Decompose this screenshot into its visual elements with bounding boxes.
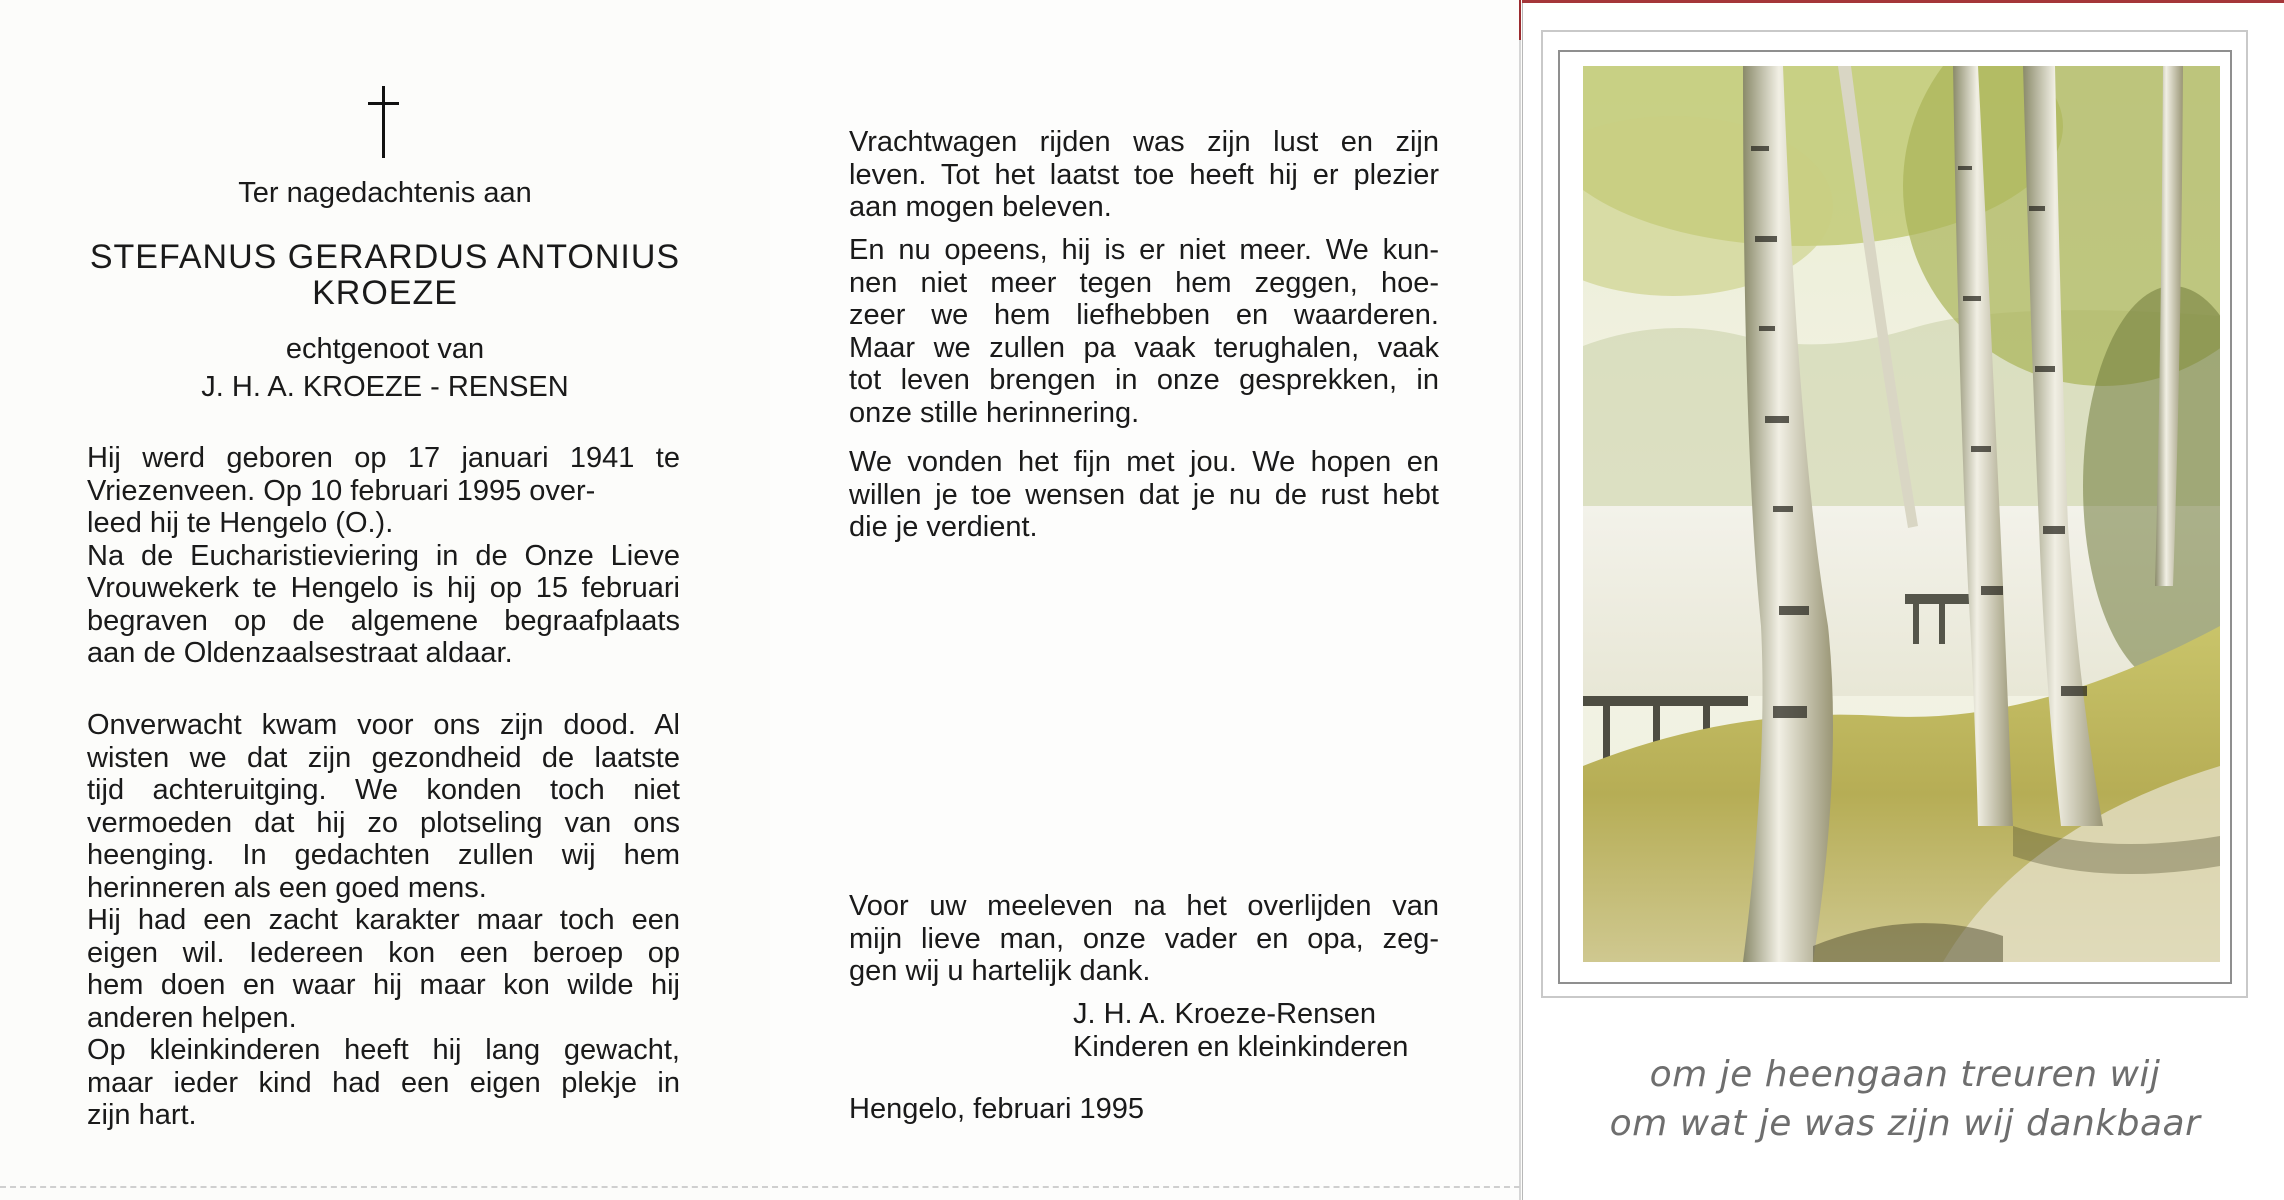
text-line: Hij werd geboren op 17 januari 1941 te <box>87 442 680 474</box>
text-line: vermoeden dat hij zo plotseling van ons <box>87 806 680 839</box>
text-line: Op kleinkinderen heeft hij lang gewacht, <box>87 1034 680 1066</box>
text-line: heenging. In gedachten zullen wij hem <box>87 839 680 871</box>
text-line: maar ieder kind had een eigen plekje in <box>87 1066 680 1099</box>
deceased-name-line1: STEFANUS GERARDUS ANTONIUS <box>89 238 681 276</box>
bottom-cut-line <box>0 1186 1520 1188</box>
spouse-label: echtgenoot van <box>285 333 485 365</box>
text-line: nen niet meer tegen hem zeggen, hoe- <box>849 266 1439 299</box>
text-line: tijd achteruitging. We konden toch niet <box>87 774 680 806</box>
text-line: Na de Eucharistieviering in de Onze Lieve <box>87 539 680 572</box>
top-accent-line <box>1522 0 2284 3</box>
bio-paragraph-cont <box>87 507 680 670</box>
verse-line1: om je heengaan treuren wij <box>1649 1054 2161 1095</box>
middle-paragraph-2 <box>849 234 1439 429</box>
text-line: gen wij u hartelijk dank. <box>849 955 1151 987</box>
text-line: herinneren als een goed mens. <box>87 871 487 904</box>
text-line: zijn hart. <box>87 1099 197 1131</box>
text-line: tot leven brengen in onze gesprekken, in <box>849 364 1439 396</box>
middle-paragraph-3 <box>849 446 1439 544</box>
text-line: mijn lieve man, onze vader en opa, zeg- <box>849 922 1439 955</box>
text-line: leed hij te Hengelo (O.). <box>87 507 394 539</box>
fold-line <box>1519 0 1521 1200</box>
text-line: leven. Tot het laatst toe heeft hij er plezier <box>849 158 1439 191</box>
spouse-name: J. H. A. KROEZE - RENSEN <box>201 371 569 403</box>
text-line: Onverwacht kwam voor ons zijn dood. Al <box>87 709 680 741</box>
text-line: Vriezenveen. Op 10 februari 1995 over- <box>87 474 596 507</box>
bio-paragraph <box>87 442 680 507</box>
memory-paragraph <box>87 709 680 1132</box>
signature-line2: Kinderen en kleinkinderen <box>1073 1031 1409 1063</box>
signature-line1: J. H. A. Kroeze-Rensen <box>1073 998 1377 1030</box>
thanks-paragraph <box>849 890 1439 988</box>
text-line: zeer we hem liefhebben en waarderen. <box>849 299 1439 331</box>
verse-line2: om wat je was zijn wij dankbaar <box>1609 1103 2201 1144</box>
text-line: anderen helpen. <box>87 1001 297 1034</box>
deceased-name-line2: KROEZE <box>312 274 458 312</box>
text-line: eigen wil. Iedereen kon een beroep op <box>87 936 680 969</box>
text-line: Maar we zullen pa vaak terughalen, vaak <box>849 331 1439 364</box>
text-line: Hij had een zacht karakter maar toch een <box>87 904 680 936</box>
text-line: Vrachtwagen rijden was zijn lust en zijn <box>849 126 1439 158</box>
text-line: aan de Oldenzaalsestraat aldaar. <box>87 637 513 669</box>
text-line: begraven op de algemene begraafplaats <box>87 604 680 637</box>
text-line: hem doen en waar hij maar kon wilde hij <box>87 969 680 1001</box>
birch-trees-illustration <box>1583 66 2220 962</box>
text-line: We vonden het fijn met jou. We hopen en <box>849 446 1439 478</box>
text-line: onze stille herinnering. <box>849 396 1140 429</box>
heading: Ter nagedachtenis aan <box>238 177 532 209</box>
birch-lake-photo <box>1583 66 2220 962</box>
text-line: willen je toe wensen dat je nu de rust hebt <box>849 478 1439 511</box>
place-date: Hengelo, februari 1995 <box>849 1093 1145 1125</box>
cross-icon <box>368 86 398 158</box>
text-line: Vrouwekerk te Hengelo is hij op 15 februari <box>87 572 680 604</box>
middle-paragraph-1 <box>849 126 1439 224</box>
text-line: Voor uw meeleven na het overlijden van <box>849 890 1439 922</box>
text-line: die je verdient. <box>849 511 1038 543</box>
text-line: aan mogen beleven. <box>849 191 1112 223</box>
text-line: En nu opeens, hij is er niet meer. We kun- <box>849 234 1439 266</box>
text-line: wisten we dat zijn gezondheid de laatste <box>87 741 680 774</box>
